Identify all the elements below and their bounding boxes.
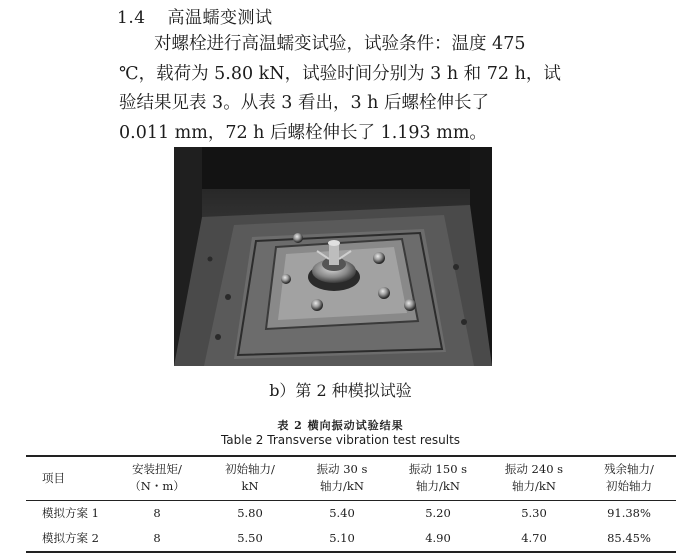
section-heading — [117, 3, 273, 28]
table-cell: 5.30 — [521, 505, 547, 520]
section-title: 高温蠕变测试 — [167, 8, 273, 28]
column-header: 项目 — [42, 470, 65, 485]
table-cell: 91.38% — [607, 505, 651, 520]
table-cell: 5.20 — [425, 505, 451, 520]
table-cell: 4.70 — [521, 530, 547, 545]
table-bottom-rule — [26, 551, 676, 553]
table-header-row — [26, 456, 676, 500]
paragraph-line: ℃，载荷为 5.80 kN，试验时间分别为 3 h 和 72 h，试 — [119, 63, 561, 84]
column-header: 振动 150 s 轴力/kN — [408, 462, 468, 493]
column-header: 振动 30 s 轴力/kN — [316, 462, 368, 493]
table-cell: 5.10 — [329, 530, 355, 545]
figure-caption: b）第 2 种模拟试验 — [269, 381, 412, 400]
table-cell: 4.90 — [425, 530, 451, 545]
test-rig-photo — [174, 147, 492, 366]
column-header: 残余轴力/ 初始轴力 — [604, 462, 654, 493]
body-paragraph — [119, 30, 559, 148]
table-title-en: Table 2 Transverse vibration test results — [220, 433, 461, 447]
table-title-cn: 表 2 横向振动试验结果 — [277, 419, 404, 432]
table-cell: 模拟方案 2 — [42, 530, 99, 545]
paragraph-line: 0.011 mm，72 h 后螺栓伸长了 1.193 mm。 — [119, 122, 487, 143]
column-header: 初始轴力/ kN — [225, 462, 275, 493]
table-cell: 8 — [153, 505, 161, 520]
table-row — [26, 500, 676, 525]
table-cell: 8 — [153, 530, 161, 545]
table-cell: 5.50 — [237, 530, 263, 545]
section-number: 1.4 — [117, 8, 146, 28]
table-cell: 85.45% — [607, 530, 651, 545]
table-row — [26, 525, 676, 550]
paragraph-line: 验结果见表 3。从表 3 看出，3 h 后螺栓伸长了 — [119, 93, 489, 113]
column-header: 安装扭矩/ （N・m） — [129, 462, 185, 493]
table-cell: 5.40 — [329, 505, 355, 520]
results-table — [26, 456, 676, 550]
table-cell: 5.80 — [237, 505, 263, 520]
column-header: 振动 240 s 轴力/kN — [504, 462, 564, 493]
paragraph-line: 对螺栓进行高温蠕变试验，试验条件：温度 475 — [154, 34, 526, 54]
table-cell: 模拟方案 1 — [42, 505, 99, 520]
